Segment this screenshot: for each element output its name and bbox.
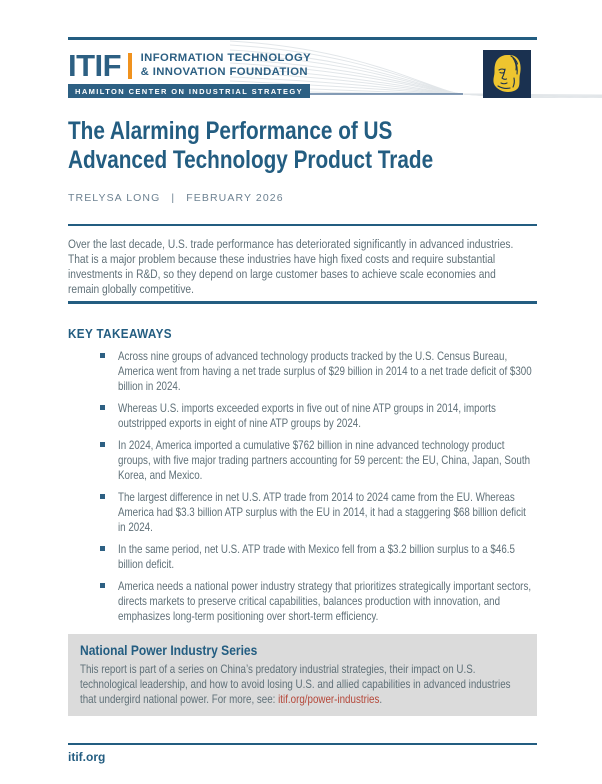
page-title xyxy=(68,117,537,175)
bullet-icon xyxy=(100,405,105,410)
takeaway-item xyxy=(68,401,537,431)
takeaway-text: In the same period, net U.S. ATP trade with Mexico fell from a $3.2 billion surplus to a $46.5 billion deficit. xyxy=(118,541,515,571)
publish-date: FEBRUARY 2026 xyxy=(186,191,284,204)
org-name xyxy=(141,52,312,79)
bullet-icon xyxy=(100,494,105,499)
author-name: TRELYSA LONG xyxy=(68,191,161,204)
byline xyxy=(68,192,537,204)
itif-wordmark: ITIF xyxy=(68,47,122,83)
title-line-1: The Alarming Performance of US xyxy=(68,116,393,145)
takeaway-text: In 2024, America imported a cumulative $762 billion in nine advanced technology product groups, with five major trading partners accounting for 59 percent: the EU, China, Japan, South Korea, and Mexico. xyxy=(118,437,531,482)
takeaway-item xyxy=(68,438,537,483)
takeaway-text: Whereas U.S. imports exceeded exports in five out of nine ATP groups in 2014, imports outstripped exports in eight of nine ATP groups by 2024. xyxy=(118,400,496,430)
abstract-paragraph: Over the last decade, U.S. trade performance has deteriorated significantly in advanced industries. That is a major problem because these industries have high fixed costs and require substantial investments in R&D, so they depend on large customer bases to achieve scale economies and remain globally competitive. xyxy=(68,237,514,296)
takeaway-item xyxy=(68,490,537,535)
series-link[interactable]: itif.org/power-industries xyxy=(278,691,380,706)
takeaways-list xyxy=(68,349,537,624)
abstract-top-rule xyxy=(68,224,537,227)
takeaway-item xyxy=(68,349,537,394)
takeaway-item xyxy=(68,542,537,572)
hamilton-portrait-logo xyxy=(483,50,531,98)
bullet-icon xyxy=(100,353,105,358)
header xyxy=(68,40,537,98)
takeaway-text: The largest difference in net U.S. ATP trade from 2014 to 2024 came from the EU. Whereas America had $3.3 billion ATP surplus with the EU in 2014, it had a staggering $68 billion deficit in 2024. xyxy=(118,489,526,534)
series-text-before-link: This report is part of a series on China’s predatory industrial strategies, their impact on U.S. technological leadership, and how to avoid losing U.S. and allied capabilities in advanced industries that undergird national power. For more, see: xyxy=(80,661,511,706)
byline-separator: | xyxy=(171,191,176,204)
bullet-icon xyxy=(100,546,105,551)
footer-rule xyxy=(68,743,537,745)
series-box-text xyxy=(80,662,520,707)
abstract-bottom-rule xyxy=(68,301,537,304)
logo-divider xyxy=(128,53,132,79)
bullet-icon xyxy=(100,442,105,447)
series-box xyxy=(68,634,537,716)
series-text-after-link: . xyxy=(379,691,383,706)
takeaway-text: Across nine groups of advanced technology products tracked by the U.S. Census Bureau, America went from having a net trade surplus of $29 billion in 2014 to a net trade deficit of $300 billion in 2024. xyxy=(118,348,532,393)
hamilton-center-banner: HAMILTON CENTER ON INDUSTRIAL STRATEGY xyxy=(68,84,310,99)
bullet-icon xyxy=(100,583,105,588)
key-takeaways-heading: KEY TAKEAWAYS xyxy=(68,325,172,341)
takeaway-text: America needs a national power industry strategy that prioritizes strategically important sectors, directs markets to preserve critical capabilities, balances production with innovation, and emphasizes long-term positioning over short-term efficiency. xyxy=(118,578,532,623)
org-name-line1: INFORMATION TECHNOLOGY xyxy=(140,52,312,64)
itif-logo xyxy=(68,40,537,83)
takeaway-item xyxy=(68,579,537,624)
footer-site-link[interactable]: itif.org xyxy=(68,749,106,764)
series-box-title: National Power Industry Series xyxy=(80,641,258,658)
title-line-2: Advanced Technology Product Trade xyxy=(68,145,434,174)
org-name-line2: & INNOVATION FOUNDATION xyxy=(140,65,308,78)
